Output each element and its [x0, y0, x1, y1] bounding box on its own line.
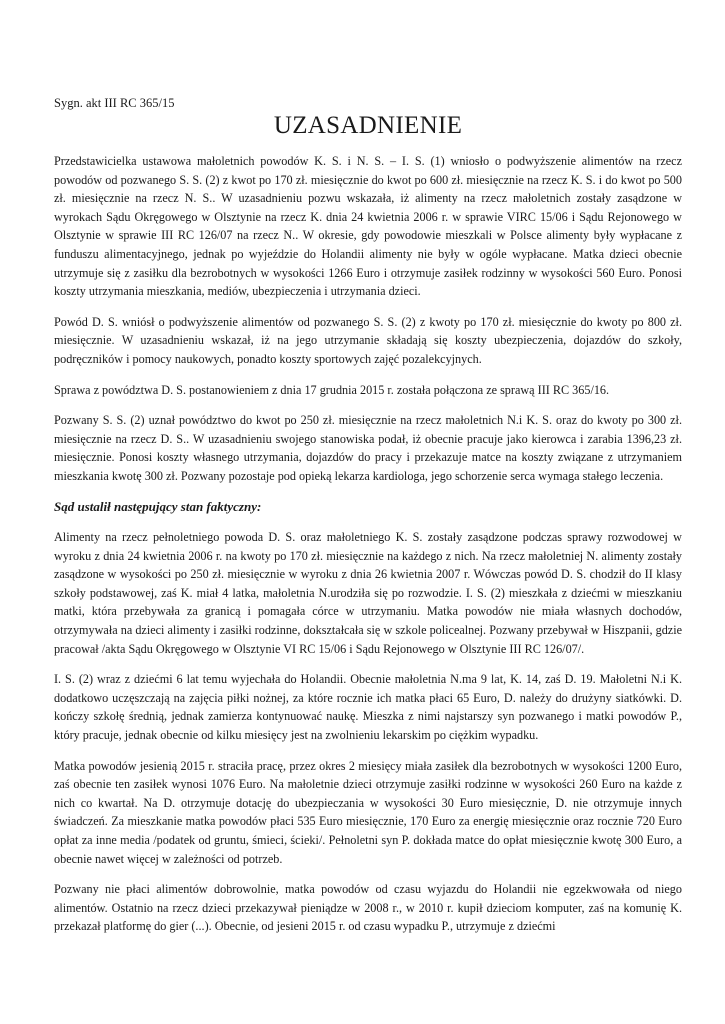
document-page	[54, 0, 682, 1024]
paragraph: Powód D. S. wniósł o podwyższenie alimentów od pozwanego S. S. (2) z kwoty po 170 zł. miesięcznie do kwoty po 800 zł. miesięcznie. W uzasadnieniu wskazał, iż na jego utrzymanie składają się koszty ubezpieczenia, dojazdów do szkoły, podręczników i pomocy naukowych, ponadto koszty sportowych zajęć pozalekcyjnych.	[54, 314, 682, 366]
paragraph: Matka powodów jesienią 2015 r. straciła pracę, przez okres 2 miesięcy miała zasiłek dla bezrobotnych w wysokości 1200 Euro, zaś obecnie ten zasiłek wynosi 1076 Euro. Na małoletnie dzieci otrzymuje zasiłki rodzinne w wysokości 260 Euro na każde z nich co kwartał. Na D. otrzymuje dotację do ubezpieczania w wysokości 30 Euro miesięcznie, D. nie otrzymuje innych świadczeń. Za mieszkanie matka powodów płaci 535 Euro miesięcznie, 170 Euro za energię miesięcznie oraz rocznie 720 Euro opłat za inne media /podatek od gruntu, śmieci, ścieki/. Pełnoletni syn P. dokłada matce do opłat miesięcznie kwotę 300 Euro, a obecnie nawet więcej w zależności od potrzeb.	[54, 758, 682, 866]
section-heading: Sąd ustalił następujący stan faktyczny:	[54, 498, 262, 514]
paragraph: Pozwany S. S. (2) uznał powództwo do kwot po 250 zł. miesięcznie na rzecz małoletnich N.i K. S. oraz do kwoty po 300 zł. miesięcznie na rzecz D. S.. W uzasadnieniu swojego stanowiska podał, iż obecnie pracuje jako kierowca i zarabia 1396,23 zł. miesięcznie. Ponosi koszty własnego utrzymania, dojazdów do pracy i przekazuje matce na koszty związane z utrzymaniem mieszkania kwotę 300 zł. Pozwany pozostaje pod opieką lekarza kardiologa, jego schorzenie serca wymaga stałego leczenia.	[54, 413, 682, 483]
paragraph: Sprawa z powództwa D. S. postanowieniem z dnia 17 grudnia 2015 r. została połączona ze sprawą III RC 365/16.	[54, 382, 610, 397]
document-body	[54, 152, 682, 948]
case-signature: Sygn. akt III RC 365/15	[54, 96, 175, 110]
paragraph: Przedstawicielka ustawowa małoletnich powodów K. S. i N. S. – I. S. (1) wniosło o podwyższenie alimentów na rzecz powodów od pozwanego S. S. (2) z kwot po 170 zł. miesięcznie do kwot po 600 zł. miesięcznie na rzecz K. S. i do kwot po 500 zł. miesięcznie na rzecz N. S.. W uzasadnieniu pozwu wskazała, iż alimenty na rzecz małoletnich zostały zasądzone w wyrokach Sądu Okręgowego w Olsztynie na rzecz K. dnia 24 kwietnia 2006 r. w sprawie VIRC 15/06 i Sądu Rejonowego w Olsztynie w sprawie III RC 126/07 na rzecz N.. W okresie, gdy powodowie mieszkali w Polsce alimenty były wypłacane z funduszu alimentacyjnego, jednak po wyjeździe do Holandii alimenty nie były w ogóle wypłacane. Matka dzieci obecnie utrzymuje się z zasiłku dla bezrobotnych w wysokości 1266 Euro i otrzymuje zasiłek rodzinny w wysokości 560 Euro. Ponosi koszty utrzymania mieszkania, mediów, ubezpieczenia i utrzymania dzieci.	[54, 154, 682, 299]
paragraph: Alimenty na rzecz pełnoletniego powoda D. S. oraz małoletniego K. S. zostały zasądzone podczas sprawy rozwodowej w wyroku z dnia 24 kwietnia 2006 r. na kwoty po 170 zł. miesięcznie na każdego z nich. Na rzecz małoletniej N. alimenty zostały zasądzone w wysokości po 250 zł. miesięcznie w wyroku z dnia 26 kwietnia 2007 r. Wówczas powód D. S. chodził do II klasy szkoły podstawowej, zaś K. miał 4 latka, małoletnia N.urodziła się po rozwodzie. I. S. (2) mieszkała z dziećmi w mieszkaniu matki, która przebywała za granicą i pomagała córce w utrzymaniu. Matka powodów nie miała własnych dochodów, otrzymywała na dzieci alimenty i zasiłki rodzinne, dokształcała się w szkole policealnej. Pozwany przebywał w Hiszpanii, gdzie pracował /akta Sądu Okręgowego w Olsztynie VI RC 15/06 i Sądu Rejonowego w Olsztynie III RC 126/07/.	[54, 530, 682, 656]
paragraph: Pozwany nie płaci alimentów dobrowolnie, matka powodów od czasu wyjazdu do Holandii nie egzekwowała od niego alimentów. Ostatnio na rzecz dzieci przekazywał pieniądze w 2008 r., w 2010 r. kupił dzieciom komputer, zaś na komunię K. przekazał platformę do gier (...). Obecnie, od jesieni 2015 r. od czasu wypadku P., utrzymuje z dziećmi	[54, 882, 682, 934]
paragraph: I. S. (2) wraz z dziećmi 6 lat temu wyjechała do Holandii. Obecnie małoletnia N.ma 9 lat, K. 14, zaś D. 19. Małoletni N.i K. dodatkowo uczęszczają na zajęcia piłki nożnej, za które rocznie ich matka płaci 65 Euro, D. należy do drużyny siatkówki. D. kończy szkołę średnią, jednak zamierza kontynuować naukę. Mieszka z nimi najstarszy syn pozwanego i matki powodów P., który pracuje, jednak obecnie od kilku miesięcy jest na zwolnieniu lekarskim po ciężkim wypadku.	[54, 672, 682, 743]
document-title: UZASADNIENIE	[273, 112, 463, 139]
